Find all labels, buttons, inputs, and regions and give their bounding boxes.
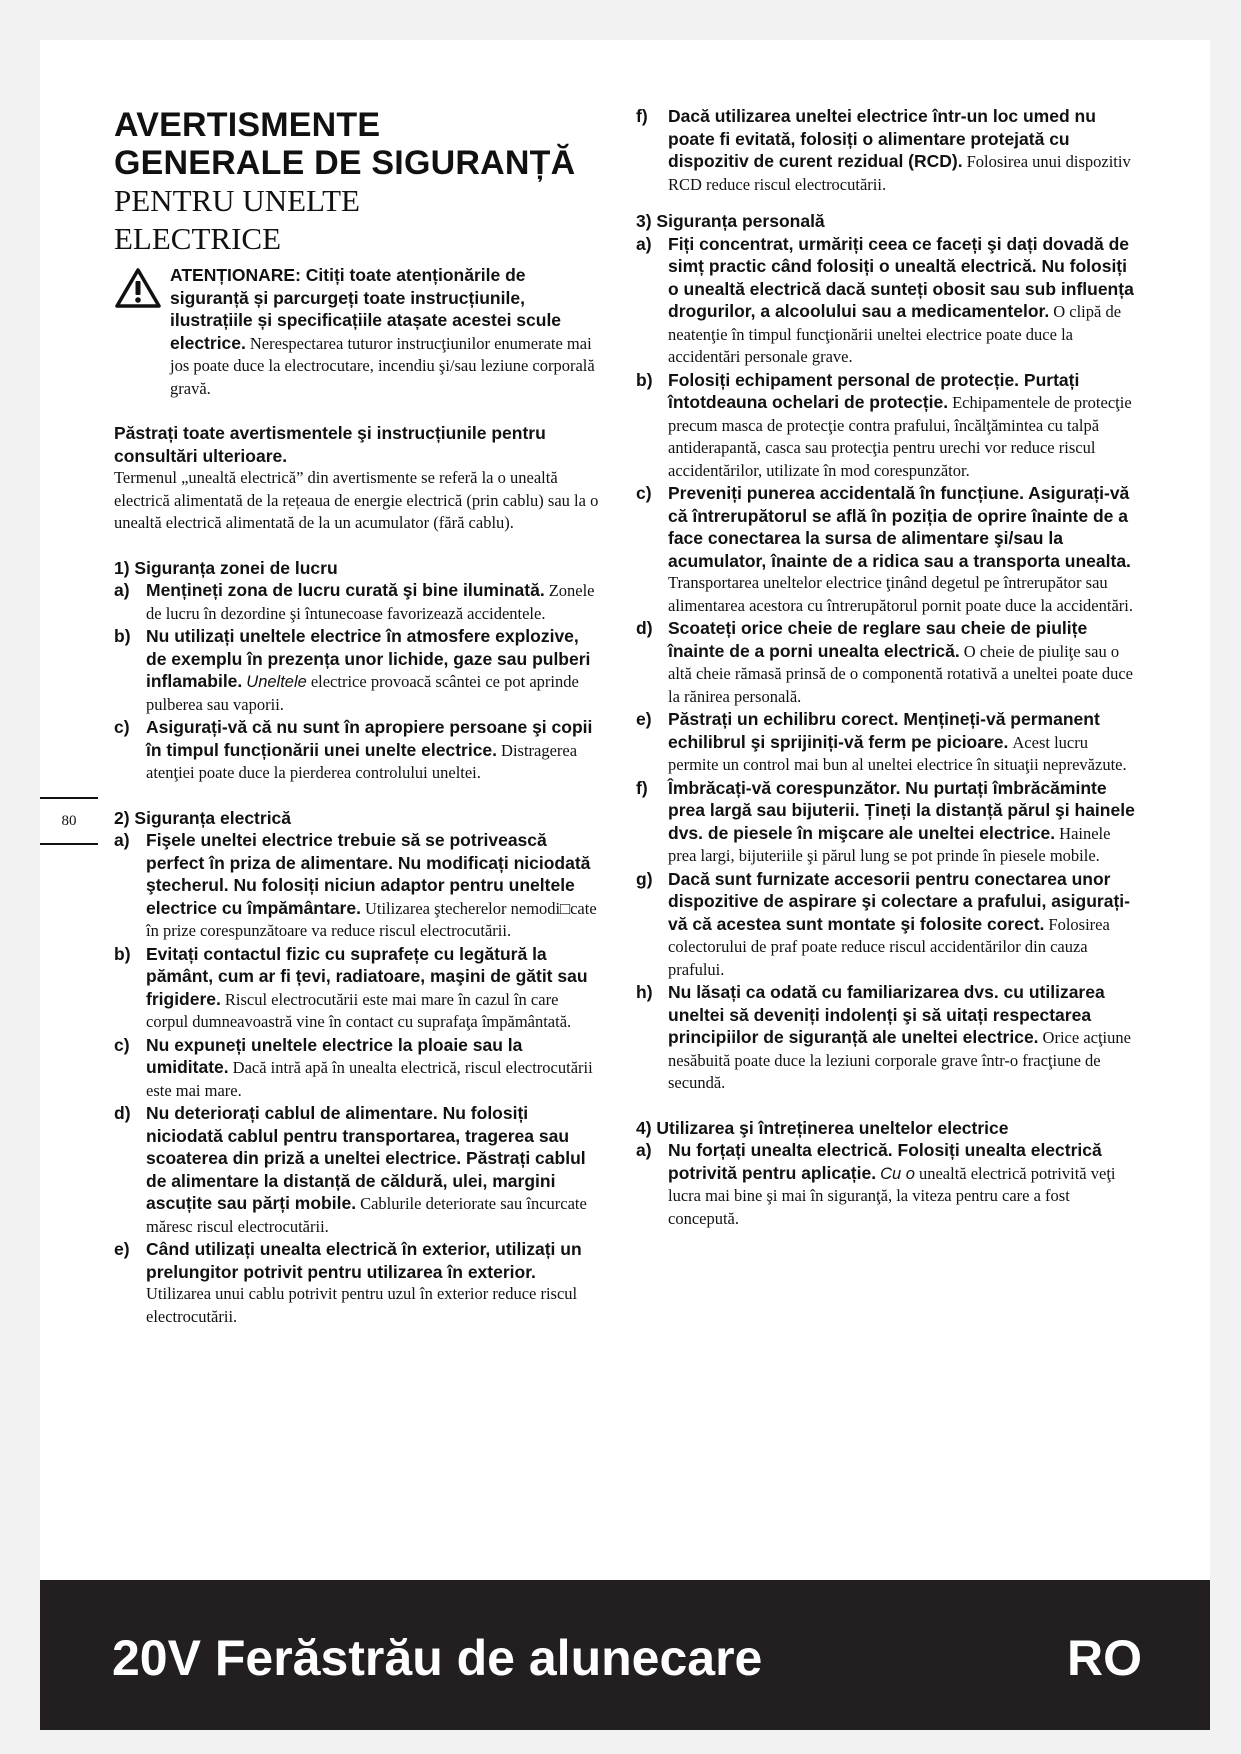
item-label: c) bbox=[114, 717, 130, 737]
warning-triangle-icon bbox=[114, 267, 162, 309]
item-text: O clipă de neatenţie în timpul funcţionării uneltei electrice poate duce la accidentări personale grave. bbox=[668, 302, 1122, 366]
item-text: Echipamentele de protecţie precum masca de protecţie contra prafului, încălţămintea cu talpă antiderapantă, casca sau protecţia pentru urechi vor reduce riscul accidentărilor, utilizate în mod corespunzător. bbox=[668, 393, 1132, 480]
right-column bbox=[636, 105, 1136, 1230]
item-label: b) bbox=[114, 626, 131, 646]
page bbox=[40, 40, 1210, 1730]
list-item bbox=[636, 777, 1136, 868]
section-4-heading: 4) Utilizarea şi întreținerea uneltelor electrice bbox=[636, 1117, 1009, 1138]
item-text: Utilizarea ştecherelor nemodi□cate în prize corespunzătoare va reduce riscul electrocutării. bbox=[146, 898, 597, 940]
left-column bbox=[114, 106, 604, 1328]
item-bold: Nu deteriorați cablul de alimentare. Nu folosiți niciodată cablul pentru transportarea, tragerea sau scoaterea din priză a uneltei electrice. Păstrați cablul de alimentare la distanță de căldură, ulei, margini ascuțite sau părți mobile. bbox=[146, 1103, 586, 1213]
item-label: a) bbox=[114, 830, 130, 850]
list-item bbox=[114, 1102, 604, 1238]
item-text: Riscul electrocutării este mai mare în cazul în care corpul dumneavoastră vine în contact cu suprafaţa împământată. bbox=[146, 989, 572, 1031]
list-item bbox=[114, 1034, 604, 1103]
item-bold: Nu lăsați ca odată cu familiarizarea dvs. cu utilizarea uneltei să deveniți indolenți şi să uitați respectarea principiilor de siguranță ale uneltei electrice. bbox=[668, 982, 1105, 1047]
item-label: f) bbox=[636, 777, 648, 798]
item-label: h) bbox=[636, 982, 653, 1002]
item-text: electrice provoacă scântei ce pot aprinde pulberea sau vaporii. bbox=[146, 672, 579, 714]
item-label: a) bbox=[636, 1140, 652, 1160]
item-text: Folosirea unui dispozitiv RCD reduce riscul electrocutării. bbox=[668, 152, 1131, 194]
subtitle-line-2: ELECTRICE bbox=[114, 221, 282, 256]
item-italic: Cu o bbox=[880, 1164, 915, 1183]
item-label: g) bbox=[636, 868, 653, 889]
title-line-2: GENERALE DE SIGURANȚĂ bbox=[114, 144, 576, 182]
list-item bbox=[114, 716, 604, 785]
language-code: RO bbox=[1067, 1630, 1142, 1686]
list-item bbox=[636, 981, 1136, 1095]
item-text: Cablurile deteriorate sau încurcate măresc riscul electrocutării. bbox=[146, 1194, 587, 1236]
keep-text: Termenul „unealtă electrică” din avertismente se referă la o unealtă electrică alimentată de la rețeaua de energie electrică (prin cablu) sau la o unealtă electrică alimentată de la un acumulator (fără cablu). bbox=[114, 468, 599, 532]
item-bold: Scoateți orice cheie de reglare sau cheie de piulițe înainte de a porni unealta electrică. bbox=[668, 618, 1088, 661]
item-bold: Folosiți echipament personal de protecție. Purtați întotdeauna ochelari de protecție. bbox=[668, 369, 1080, 412]
item-label: c) bbox=[114, 1034, 130, 1055]
item-italic: Uneltele bbox=[246, 673, 307, 691]
item-bold: Îmbrăcați-vă corespunzător. Nu purtați îmbrăcăminte prea largă sau bijuterii. Țineți la distanță părul şi hainele dvs. de piesele în mişcare ale uneltei electrice. bbox=[668, 777, 1135, 843]
list-item bbox=[114, 829, 604, 943]
item-bold: Nu expuneți uneltele electrice la ploaie sau la umiditate. bbox=[146, 1034, 523, 1077]
item-bold: Dacă utilizarea uneltei electrice într-un loc umed nu poate fi evitată, folosiți o alimentare protejată cu dispozitiv de curent rezidual (RCD). bbox=[668, 106, 1096, 171]
item-label: c) bbox=[636, 483, 652, 503]
list-item bbox=[636, 617, 1136, 708]
warning-bold: ATENȚIONARE: Citiți toate atenționările de siguranță și parcurgeți toate instrucțiunile, ilustrațiile și specificațiile atașate acestei scule electrice. bbox=[170, 265, 562, 353]
item-bold: Nu forțați unealta electrică. Folosiți unealta electrică potrivită pentru aplicație. bbox=[668, 1140, 1102, 1183]
warning-text: Nerespectarea tuturor instrucţiunilor enumerate mai jos poate duce la electrocutare, incendiu şi/sau leziune corporală gravă. bbox=[170, 333, 595, 398]
list-item bbox=[636, 105, 1136, 196]
item-text: O cheie de piuliţe sau o altă cheie rămasă prinsă de o componentă rotativă a uneltei poate duce la rănirea personală. bbox=[668, 641, 1133, 706]
item-bold: Dacă sunt furnizate accesorii pentru conectarea unor dispozitive de aspirare şi colectare a prafului, asigurați-vă că acestea sunt montate şi folosite corect. bbox=[668, 868, 1130, 934]
list-item bbox=[636, 233, 1136, 369]
list-item bbox=[636, 708, 1136, 777]
list-item bbox=[114, 579, 604, 625]
item-bold: Asigurați-vă că nu sunt în apropiere persoane şi copii în timpul funcționării unei unelte electrice. bbox=[146, 717, 593, 760]
product-title: 20V Ferăstrău de alunecare bbox=[112, 1630, 763, 1686]
item-label: e) bbox=[114, 1239, 130, 1259]
list-item bbox=[636, 1139, 1136, 1230]
item-text: Zonele de lucru în dezordine şi întunecoase favorizează accidentele. bbox=[146, 581, 595, 623]
subtitle-line-1: PENTRU UNELTE bbox=[114, 183, 360, 218]
item-label: a) bbox=[114, 580, 130, 600]
section-3-heading: 3) Siguranța personală bbox=[636, 211, 825, 231]
section-1-heading: 1) Siguranța zonei de lucru bbox=[114, 557, 338, 578]
item-label: d) bbox=[636, 618, 653, 638]
list-item bbox=[636, 482, 1136, 617]
item-text: Hainele prea largi, bijuteriile şi părul lung se pot prinde în piesele mobile. bbox=[668, 823, 1111, 865]
section-2-heading: 2) Siguranța electrică bbox=[114, 807, 292, 828]
page-number: 80 bbox=[40, 797, 98, 845]
item-label: b) bbox=[636, 369, 653, 390]
footer-bar bbox=[40, 1580, 1210, 1730]
item-label: d) bbox=[114, 1103, 131, 1123]
item-label: e) bbox=[636, 709, 652, 729]
item-text: unealtă electrică potrivită veţi lucra mai bine şi mai în siguranţă, la viteza pentru care a fost concepută. bbox=[668, 1163, 1116, 1228]
list-item bbox=[114, 625, 604, 716]
item-bold: Preveniți punerea accidentală în funcțiune. Asigurați-vă că întrerupătorul se află în poziția de oprire înainte de a face conectarea la sursa de alimentare şi/sau la acumulator, înainte de a ridica sau a transporta unealta. bbox=[668, 483, 1131, 571]
item-text: Orice acţiune nesăbuită poate duce la leziuni corporale grave într-o fracţiune de secundă. bbox=[668, 1028, 1131, 1092]
list-item bbox=[114, 943, 604, 1034]
item-text: Transportarea uneltelor electrice ţinând degetul pe întrerupător sau alimentarea acestora cu întrerupătorul pornit poate duce la accidentări. bbox=[668, 573, 1133, 615]
item-bold: Evitați contactul fizic cu suprafețe cu legătură la pământ, cum ar fi țevi, radiatoare, maşini de gătit sau frigidere. bbox=[146, 943, 588, 1009]
title-line-1: AVERTISMENTE bbox=[114, 106, 381, 144]
item-label: f) bbox=[636, 106, 648, 126]
list-item bbox=[114, 1238, 604, 1328]
item-bold: Fişele uneltei electrice trebuie să se potrivească perfect în priza de alimentare. Nu modificați niciodată ştecherul. Nu folosiți niciun adaptor pentru uneltele electrice cu împământare. bbox=[146, 830, 591, 918]
keep-bold: Păstrați toate avertismentele şi instrucțiunile pentru consultări ulterioare. bbox=[114, 423, 546, 466]
item-bold: Păstrați un echilibru corect. Mențineți-vă permanent echilibrul şi sprijiniți-vă ferm pe picioare. bbox=[668, 709, 1100, 752]
item-text: Utilizarea unui cablu potrivit pentru uzul în exterior reduce riscul electrocutării. bbox=[146, 1284, 578, 1326]
item-text: Distragerea atenţiei poate duce la pierderea controlului uneltei. bbox=[146, 740, 578, 782]
item-text: Folosirea colectorului de praf poate reduce riscul accidentărilor din cauza prafului. bbox=[668, 914, 1110, 979]
item-bold: Nu utilizați uneltele electrice în atmosfere explozive, de exemplu în prezența unor lichide, gaze sau pulberi inflamabile. bbox=[146, 626, 591, 691]
item-bold: Mențineți zona de lucru curată şi bine iluminată. bbox=[146, 580, 545, 600]
list-item bbox=[636, 369, 1136, 483]
item-label: b) bbox=[114, 943, 131, 964]
item-text: Acest lucru permite un control mai bun al uneltei electrice în situaţii neprevăzute. bbox=[668, 732, 1127, 774]
warning-block bbox=[114, 264, 604, 400]
list-item bbox=[636, 868, 1136, 982]
item-text: Dacă intră apă în unealta electrică, riscul electrocutării este mai mare. bbox=[146, 1058, 593, 1100]
item-label: a) bbox=[636, 233, 652, 254]
item-bold: Fiți concentrat, urmăriți ceea ce faceți şi dați dovadă de simț practic când folosiți o unealtă electrică. Nu folosiți o unealtă electrică dacă sunteți obosit sau sub influența drogurilor, a alcoolului sau a medicamentelor. bbox=[668, 233, 1134, 321]
item-bold: Când utilizați unealta electrică în exterior, utilizați un prelungitor potrivit pentru utilizarea în exterior. bbox=[146, 1239, 582, 1282]
